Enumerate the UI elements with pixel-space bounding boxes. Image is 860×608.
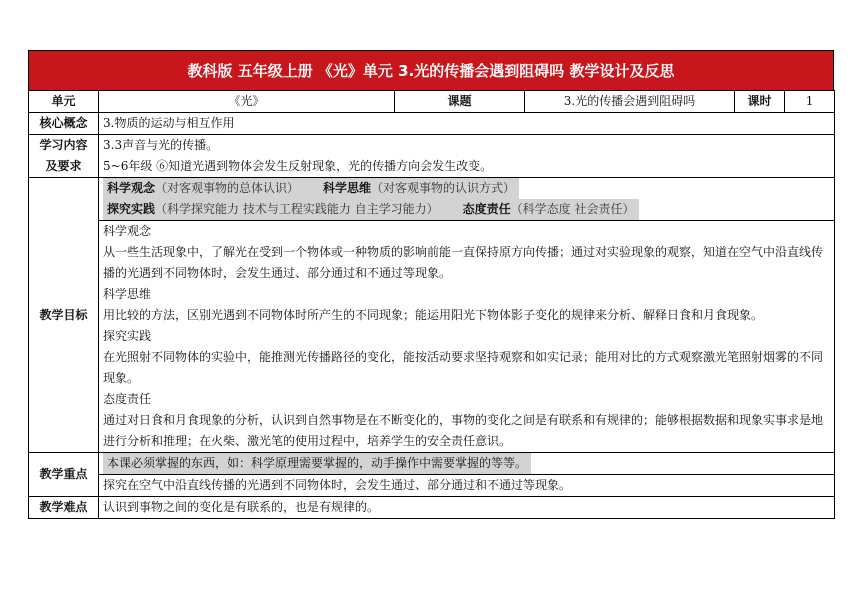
goal-4-title: 态度责任 bbox=[103, 392, 152, 406]
goals-label: 教学目标 bbox=[29, 178, 99, 453]
key-points-label: 教学重点 bbox=[29, 453, 99, 497]
literacy-line-2 bbox=[103, 199, 639, 220]
goal-1-text: 从一些生活现象中，了解光在受到一个物体或一种物质的影响前能一直保持原方向传播；通过对实验现象的观察，知道在空气中沿直线传播的光遇到不同物体时，会发生通过、部分通过和不通过等现象。 bbox=[103, 245, 824, 280]
literacy-4-head: 态度责任 bbox=[462, 202, 511, 216]
period-value: 1 bbox=[785, 91, 835, 113]
goal-2-text: 用比较的方法，区别光遇到不同物体时所产生的不同现象；能运用阳光下物体影子变化的规律来分析、解释日食和月食现象。 bbox=[103, 308, 764, 322]
literacy-2-head: 科学思维 bbox=[323, 181, 372, 195]
core-literacy-cell bbox=[99, 178, 835, 221]
literacy-2-sub: （对客观事物的认识方式） bbox=[371, 181, 516, 195]
key-points-row bbox=[29, 475, 835, 497]
learning-line-2: 5~6年级 ⑥知道光遇到物体会发生反射现象，光的传播方向会发生改变。 bbox=[103, 159, 493, 173]
goal-3-text: 在光照射不同物体的实验中，能推测光传播路径的变化，能按活动要求坚持观察和如实记录；能用对比的方式观察激光笔照射烟雾的不同现象。 bbox=[103, 350, 824, 385]
literacy-4-sub: （科学态度 社会责任） bbox=[510, 202, 635, 216]
learning-line-1: 3.3声音与光的传播。 bbox=[103, 138, 219, 152]
unit-value: 《光》 bbox=[99, 91, 395, 113]
learning-label bbox=[29, 135, 99, 178]
core-concept-label: 核心概念 bbox=[29, 113, 99, 135]
difficult-points-label: 教学难点 bbox=[29, 497, 99, 519]
goals-detail-cell bbox=[99, 221, 835, 453]
difficult-points-row bbox=[29, 497, 835, 519]
core-concept-row bbox=[29, 113, 835, 135]
unit-label: 单元 bbox=[29, 91, 99, 113]
goal-1-title: 科学观念 bbox=[103, 224, 152, 238]
key-points-text: 探究在空气中沿直线传播的光遇到不同物体时，会发生通过、部分通过和不通过等现象。 bbox=[99, 475, 835, 497]
learning-label-line-2: 及要求 bbox=[45, 159, 82, 173]
goal-3-title: 探究实践 bbox=[103, 329, 152, 343]
learning-content bbox=[99, 135, 835, 178]
lesson-plan-sheet bbox=[28, 50, 834, 519]
literacy-row bbox=[29, 178, 835, 221]
literacy-line-1 bbox=[103, 178, 519, 199]
literacy-1-head: 科学观念 bbox=[107, 181, 156, 195]
literacy-3-head: 探究实践 bbox=[107, 202, 156, 216]
goal-2-title: 科学思维 bbox=[103, 287, 152, 301]
key-points-note-cell bbox=[99, 453, 835, 475]
document-title-banner: 教科版 五年级上册 《光》单元 3.光的传播会遇到阻碍吗 教学设计及反思 bbox=[28, 50, 834, 90]
topic-value: 3.光的传播会遇到阻碍吗 bbox=[525, 91, 735, 113]
learning-label-line-1: 学习内容 bbox=[39, 138, 88, 152]
key-points-note-row bbox=[29, 453, 835, 475]
learning-row bbox=[29, 135, 835, 178]
core-concept-value: 3.物质的运动与相互作用 bbox=[99, 113, 835, 135]
header-row bbox=[29, 91, 835, 113]
literacy-3-sub: （科学探究能力 技术与工程实践能力 自主学习能力） bbox=[155, 202, 439, 216]
topic-label: 课题 bbox=[395, 91, 525, 113]
goal-4-text: 通过对日食和月食现象的分析，认识到自然事物是在不断变化的，事物的变化之间是有联系和有规律的；能够根据数据和现象实事求是地进行分析和推理；在火柴、激光笔的使用过程中，培养学生的安全责任意识。 bbox=[103, 413, 824, 448]
difficult-points-text: 认识到事物之间的变化是有联系的，也是有规律的。 bbox=[99, 497, 835, 519]
goals-detail-row bbox=[29, 221, 835, 453]
literacy-1-sub: （对客观事物的总体认识） bbox=[155, 181, 300, 195]
lesson-plan-table bbox=[28, 90, 835, 519]
key-points-note: 本课必须掌握的东西，如：科学原理需要掌握的，动手操作中需要掌握的等等。 bbox=[103, 453, 531, 474]
period-label: 课时 bbox=[735, 91, 785, 113]
